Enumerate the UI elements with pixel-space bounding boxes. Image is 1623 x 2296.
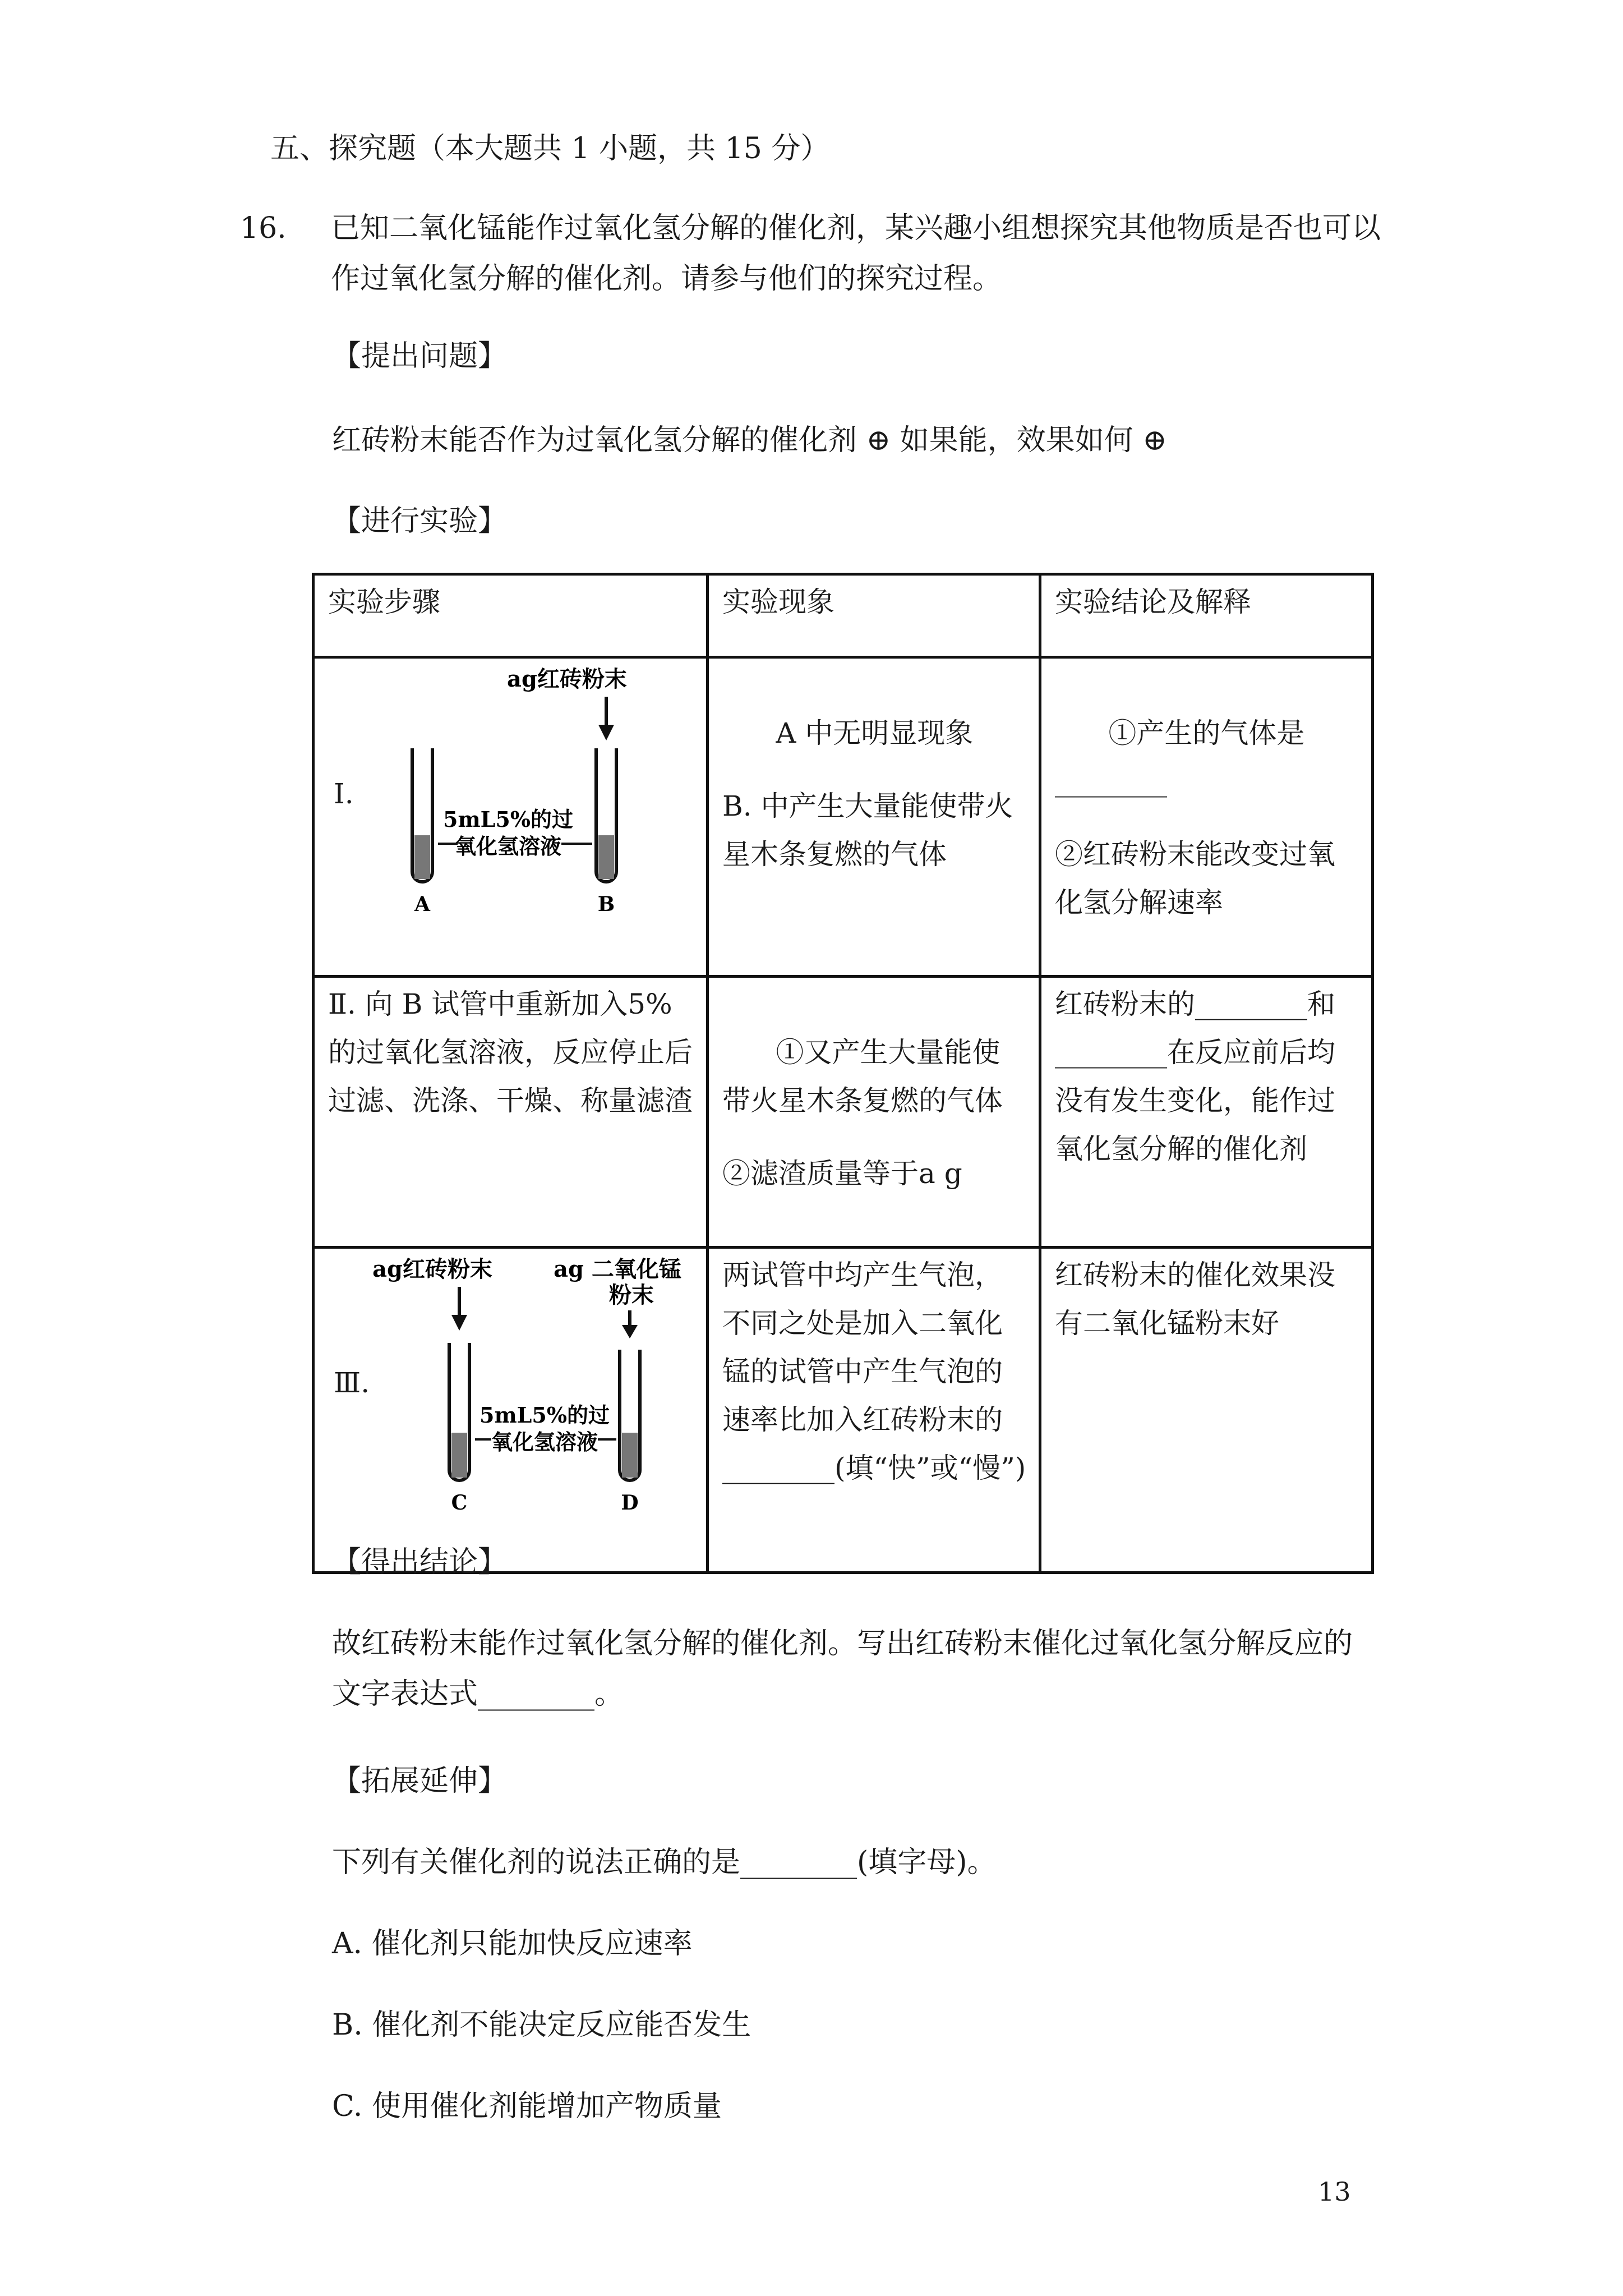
header-conclusion: 实验结论及解释 bbox=[1040, 574, 1373, 657]
solution-label-1: 5mL5%的过 bbox=[443, 807, 573, 832]
powder-label-left: ag红砖粉末 bbox=[372, 1256, 492, 1282]
ask-heading: 【提出问题】 bbox=[332, 339, 508, 373]
extension-heading: 【拓展延伸】 bbox=[332, 1764, 508, 1798]
table-row bbox=[313, 657, 1373, 977]
row3-phenomenon: 两试管中均产生气泡，不同之处是加入二氧化锰的试管中产生气泡的速率比加入红砖粉末的________(填“快”或“慢”) bbox=[708, 1248, 1040, 1573]
row2-phenomenon-2: ②滤渣质量等于a g bbox=[722, 1157, 962, 1190]
option-c: C. 使用催化剂能增加产物质量 bbox=[332, 2090, 722, 2123]
header-phenomena: 实验现象 bbox=[708, 574, 1040, 657]
step-2-cell: Ⅱ. 向 B 试管中重新加入5%的过氧化氢溶液，反应停止后过滤、洗涤、干燥、称量滤渣 bbox=[313, 977, 708, 1248]
solution-label-2: 氧化氢溶液 bbox=[491, 1429, 598, 1455]
tube-label-c: C bbox=[451, 1491, 468, 1515]
page-number: 13 bbox=[1318, 2177, 1351, 2207]
step-3-cell bbox=[313, 1248, 708, 1573]
section-heading: 五、探究题（本大题共 1 小题，共 15 分） bbox=[270, 132, 830, 165]
table-header-row bbox=[313, 574, 1373, 657]
table-row bbox=[313, 1248, 1373, 1573]
row2-phenomenon-1: ①又产生大量能使带火星木条复燃的气体 bbox=[722, 1036, 1003, 1117]
step-1-label: Ⅰ. bbox=[334, 777, 354, 810]
arrow-down-icon bbox=[451, 1315, 467, 1331]
powder-label-right-2: 粉末 bbox=[609, 1282, 654, 1308]
conclusion-heading: 【得出结论】 bbox=[332, 1545, 508, 1579]
question-stem: 已知二氧化锰能作过氧化氢分解的催化剂，某兴趣小组想探究其他物质是否也可以作过氧化氢分解的催化剂。请参与他们的探究过程。 bbox=[331, 211, 1381, 296]
arrow-down-icon bbox=[622, 1325, 638, 1338]
arrow-down-icon bbox=[598, 725, 614, 740]
table-row bbox=[313, 977, 1373, 1248]
powder-label: ag红砖粉末 bbox=[507, 666, 627, 692]
test-tube-d bbox=[620, 1350, 640, 1480]
solution-label-1: 5mL5%的过 bbox=[479, 1402, 610, 1428]
header-steps: 实验步骤 bbox=[313, 574, 708, 657]
ask-text: 红砖粉末能否作为过氧化氢分解的催化剂 ⊕ 如果能，效果如何 ⊕ bbox=[332, 424, 1167, 457]
row3-conclusion: 红砖粉末的催化效果没有二氧化锰粉末好 bbox=[1040, 1248, 1373, 1573]
question-number: 16. bbox=[240, 211, 287, 245]
powder-label-right: ag 二氧化锰 bbox=[554, 1256, 681, 1282]
test-tube-a bbox=[412, 748, 432, 882]
step-1-cell bbox=[313, 657, 708, 977]
solution-label-2: 氧化氢溶液 bbox=[454, 834, 562, 859]
row2-conclusion: 红砖粉末的________和________在反应前后均没有发生变化，能作过氧化氢分解的催化剂 bbox=[1040, 977, 1373, 1248]
row1-phenomenon-2: B. 中产生大量能使带火星木条复燃的气体 bbox=[722, 790, 1013, 871]
experiment-heading: 【进行实验】 bbox=[332, 504, 508, 538]
row1-conclusion-1: ①产生的气体是 bbox=[1108, 717, 1305, 749]
apparatus-diagram-3 bbox=[372, 1254, 681, 1518]
extension-question: 下列有关催化剂的说法正确的是________(填字母)。 bbox=[332, 1846, 997, 1879]
conclusion-text: 故红砖粉末能作过氧化氢分解的催化剂。写出红砖粉末催化过氧化氢分解反应的文字表达式________。 bbox=[332, 1627, 1353, 1711]
tube-label-b: B bbox=[597, 892, 615, 916]
step-3-label: Ⅲ. bbox=[334, 1366, 370, 1399]
test-tube-c bbox=[449, 1343, 469, 1480]
option-a: A. 催化剂只能加快反应速率 bbox=[332, 1927, 693, 1961]
tube-label-a: A bbox=[414, 892, 430, 916]
test-tube-b bbox=[596, 748, 616, 882]
row1-conclusion-2: ②红砖粉末能改变过氧化氢分解速率 bbox=[1055, 838, 1335, 919]
experiment-table bbox=[312, 573, 1374, 1574]
tube-label-d: D bbox=[621, 1491, 639, 1515]
option-b: B. 催化剂不能决定反应能否发生 bbox=[332, 2008, 751, 2042]
row1-blank: ________ bbox=[1055, 765, 1167, 798]
row1-phenomenon-1: A 中无明显现象 bbox=[776, 717, 974, 749]
apparatus-diagram-1 bbox=[376, 664, 668, 917]
